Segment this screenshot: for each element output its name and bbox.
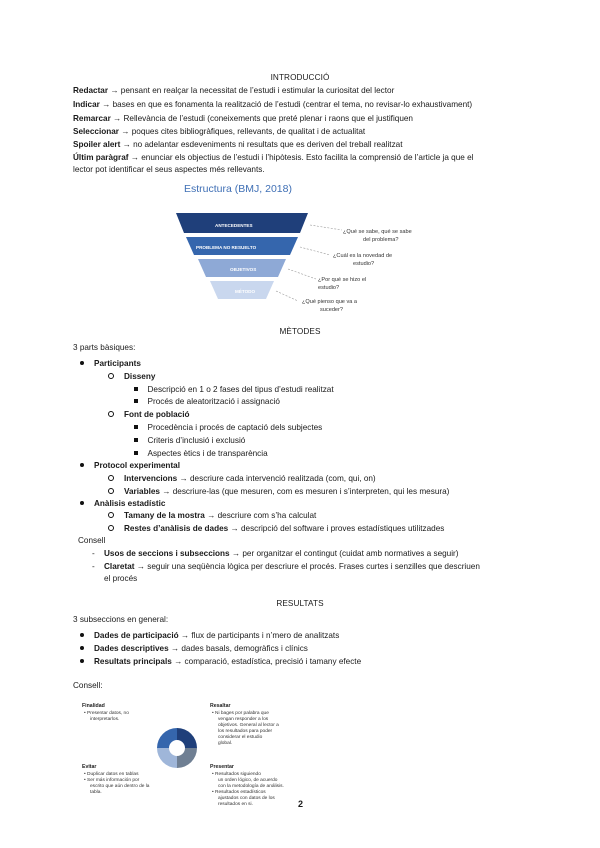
methods-title: MÈTODES <box>279 327 321 336</box>
funnel-level-label: OBJETIVOS <box>230 267 257 272</box>
advice-finalidad-text: • Presentar datos, no interpretarlos. <box>84 711 129 722</box>
donut-segment-top-right <box>177 728 197 748</box>
donut-segment-bottom-left <box>157 748 177 768</box>
funnel-connector <box>288 269 316 279</box>
methods-font-item: Aspectes ètics i de transparència <box>134 449 268 459</box>
funnel-connector <box>300 247 330 255</box>
methods-intro: 3 parts bàsiques: <box>73 343 136 352</box>
intro-continuation: lector pot identificar el seus aspectes més rellevants. <box>73 165 265 174</box>
intro-item: Últim paràgraf → enunciar els objectius de l’estudi i l’hipòtesis. Esto facilita la comprensió de l’article ja que el <box>73 153 474 162</box>
results-item: Dades descriptives → dades basals, demogràfics i clínics <box>80 644 308 654</box>
methods-claretat: - Claretat → seguir una seqüència lògica per descriure el procés. Frases curtes i senzilles que descriuen <box>92 562 480 571</box>
intro-title: INTRODUCCIÓ <box>270 73 330 82</box>
results-title: RESULTATS <box>276 599 324 608</box>
results-consell: Consell: <box>73 681 103 690</box>
methods-restes: Restes d’anàlisis de dades → descripció del software i proves estadístiques utilitzades <box>108 524 444 534</box>
methods-font-item: Procedència i procés de captació dels subjectes <box>134 423 322 433</box>
results-item: Dades de participació → flux de participants i n’mero de analitzats <box>80 631 339 641</box>
funnel-title: Estructura (BMJ, 2018) <box>184 183 292 195</box>
advice-finalidad-heading: Finalidad <box>82 703 105 709</box>
methods-consell: Consell <box>78 536 106 545</box>
advice-presentar-heading: Presentar <box>210 764 234 770</box>
intro-item: Indicar → bases en que es fonamenta la realització de l’estudi (centrar el tema, no revisar-lo exhaustivament) <box>73 100 473 109</box>
methods-intervencions: Intervencions → descriure cada intervenció realitzada (com, qui, on) <box>108 474 376 484</box>
methods-font: Font de població <box>108 410 190 420</box>
page-number: 2 <box>298 799 304 809</box>
methods-protocol: Protocol experimental <box>80 461 180 471</box>
donut-segment-bottom-right <box>177 748 197 768</box>
advice-donut <box>155 726 199 770</box>
advice-resaltar-heading: Resaltar <box>210 703 231 709</box>
funnel-level-label: PROBLEMA NO RESUELTO <box>196 245 257 250</box>
intro-item: Remarcar → Rellevància de l’estudi (coneixements que preté plenar i raons que el justifiquen <box>73 114 413 123</box>
results-intro: 3 subseccions en general: <box>73 615 169 624</box>
intro-item: Spoiler alert → no adelantar esdeveniments ni resultats que es deriven del treball realitzat <box>73 140 403 149</box>
methods-tamany: Tamany de la mostra → descriure com s’ha calculat <box>108 511 316 521</box>
donut-segment-top-left <box>157 728 177 748</box>
methods-font-item: Criteris d’inclusió i exclusió <box>134 436 245 446</box>
methods-disseny-item: Procés de aleatorització i assignació <box>134 397 280 407</box>
methods-disseny-item: Descripció en 1 o 2 fases del tipus d’estudi realitzat <box>134 385 334 395</box>
methods-disseny: Disseny <box>108 372 155 382</box>
funnel-question: ¿Qué se sabe, qué se sabe del problema? <box>343 229 412 243</box>
funnel-question: ¿Cuál es la novedad de estudio? <box>333 253 393 267</box>
funnel-level-label: ANTECEDENTES <box>215 223 253 228</box>
advice-evitar-text: • Duplicar datos en tablas • Ser más información por escrito que aún dentro de la tabla. <box>84 772 150 795</box>
funnel-level-label: MÉTODO <box>235 289 256 294</box>
methods-participants: Participants <box>80 359 141 369</box>
advice-evitar-heading: Evitar <box>82 764 97 770</box>
methods-analisis: Anàlisis estadístic <box>80 499 165 509</box>
results-item: Resultats principals → comparació, estadística, precisió i tamany efecte <box>80 657 361 667</box>
funnel-question: ¿Por qué se hizo el estudio? <box>318 277 367 291</box>
methods-variables: Variables → descriure-las (que mesuren, com es mesuren i s’interpreten, qui les mesura) <box>108 487 449 497</box>
advice-resaltar-text: • Ni bages por palabra que vengan responder a los objetivos. General al lector a los resultados para poder considerar el estudio global. <box>212 711 279 746</box>
funnel-question: ¿Qué pienso que va a suceder? <box>302 299 358 313</box>
methods-claretat-cont: el procés <box>104 574 138 583</box>
funnel-connector <box>310 225 342 230</box>
methods-usos: - Usos de seccions i subseccions → per organitzar el contingut (cuidat amb normatives a seguir) <box>92 549 459 558</box>
funnel-connector <box>276 291 298 301</box>
advice-presentar-text: • Resultados siguiendo un orden lógico, de acuerdo con la metodología de análisis. • Resultados estadísticos ajustados con datos de los resultados en si. <box>212 772 284 807</box>
intro-item: Redactar → pensant en realçar la necessitat de l’estudi i estimular la curiositat del lector <box>73 86 395 95</box>
intro-item: Seleccionar → poques cites bibliogràfiques, rellevants, de qualitat i de actualitat <box>73 127 366 136</box>
